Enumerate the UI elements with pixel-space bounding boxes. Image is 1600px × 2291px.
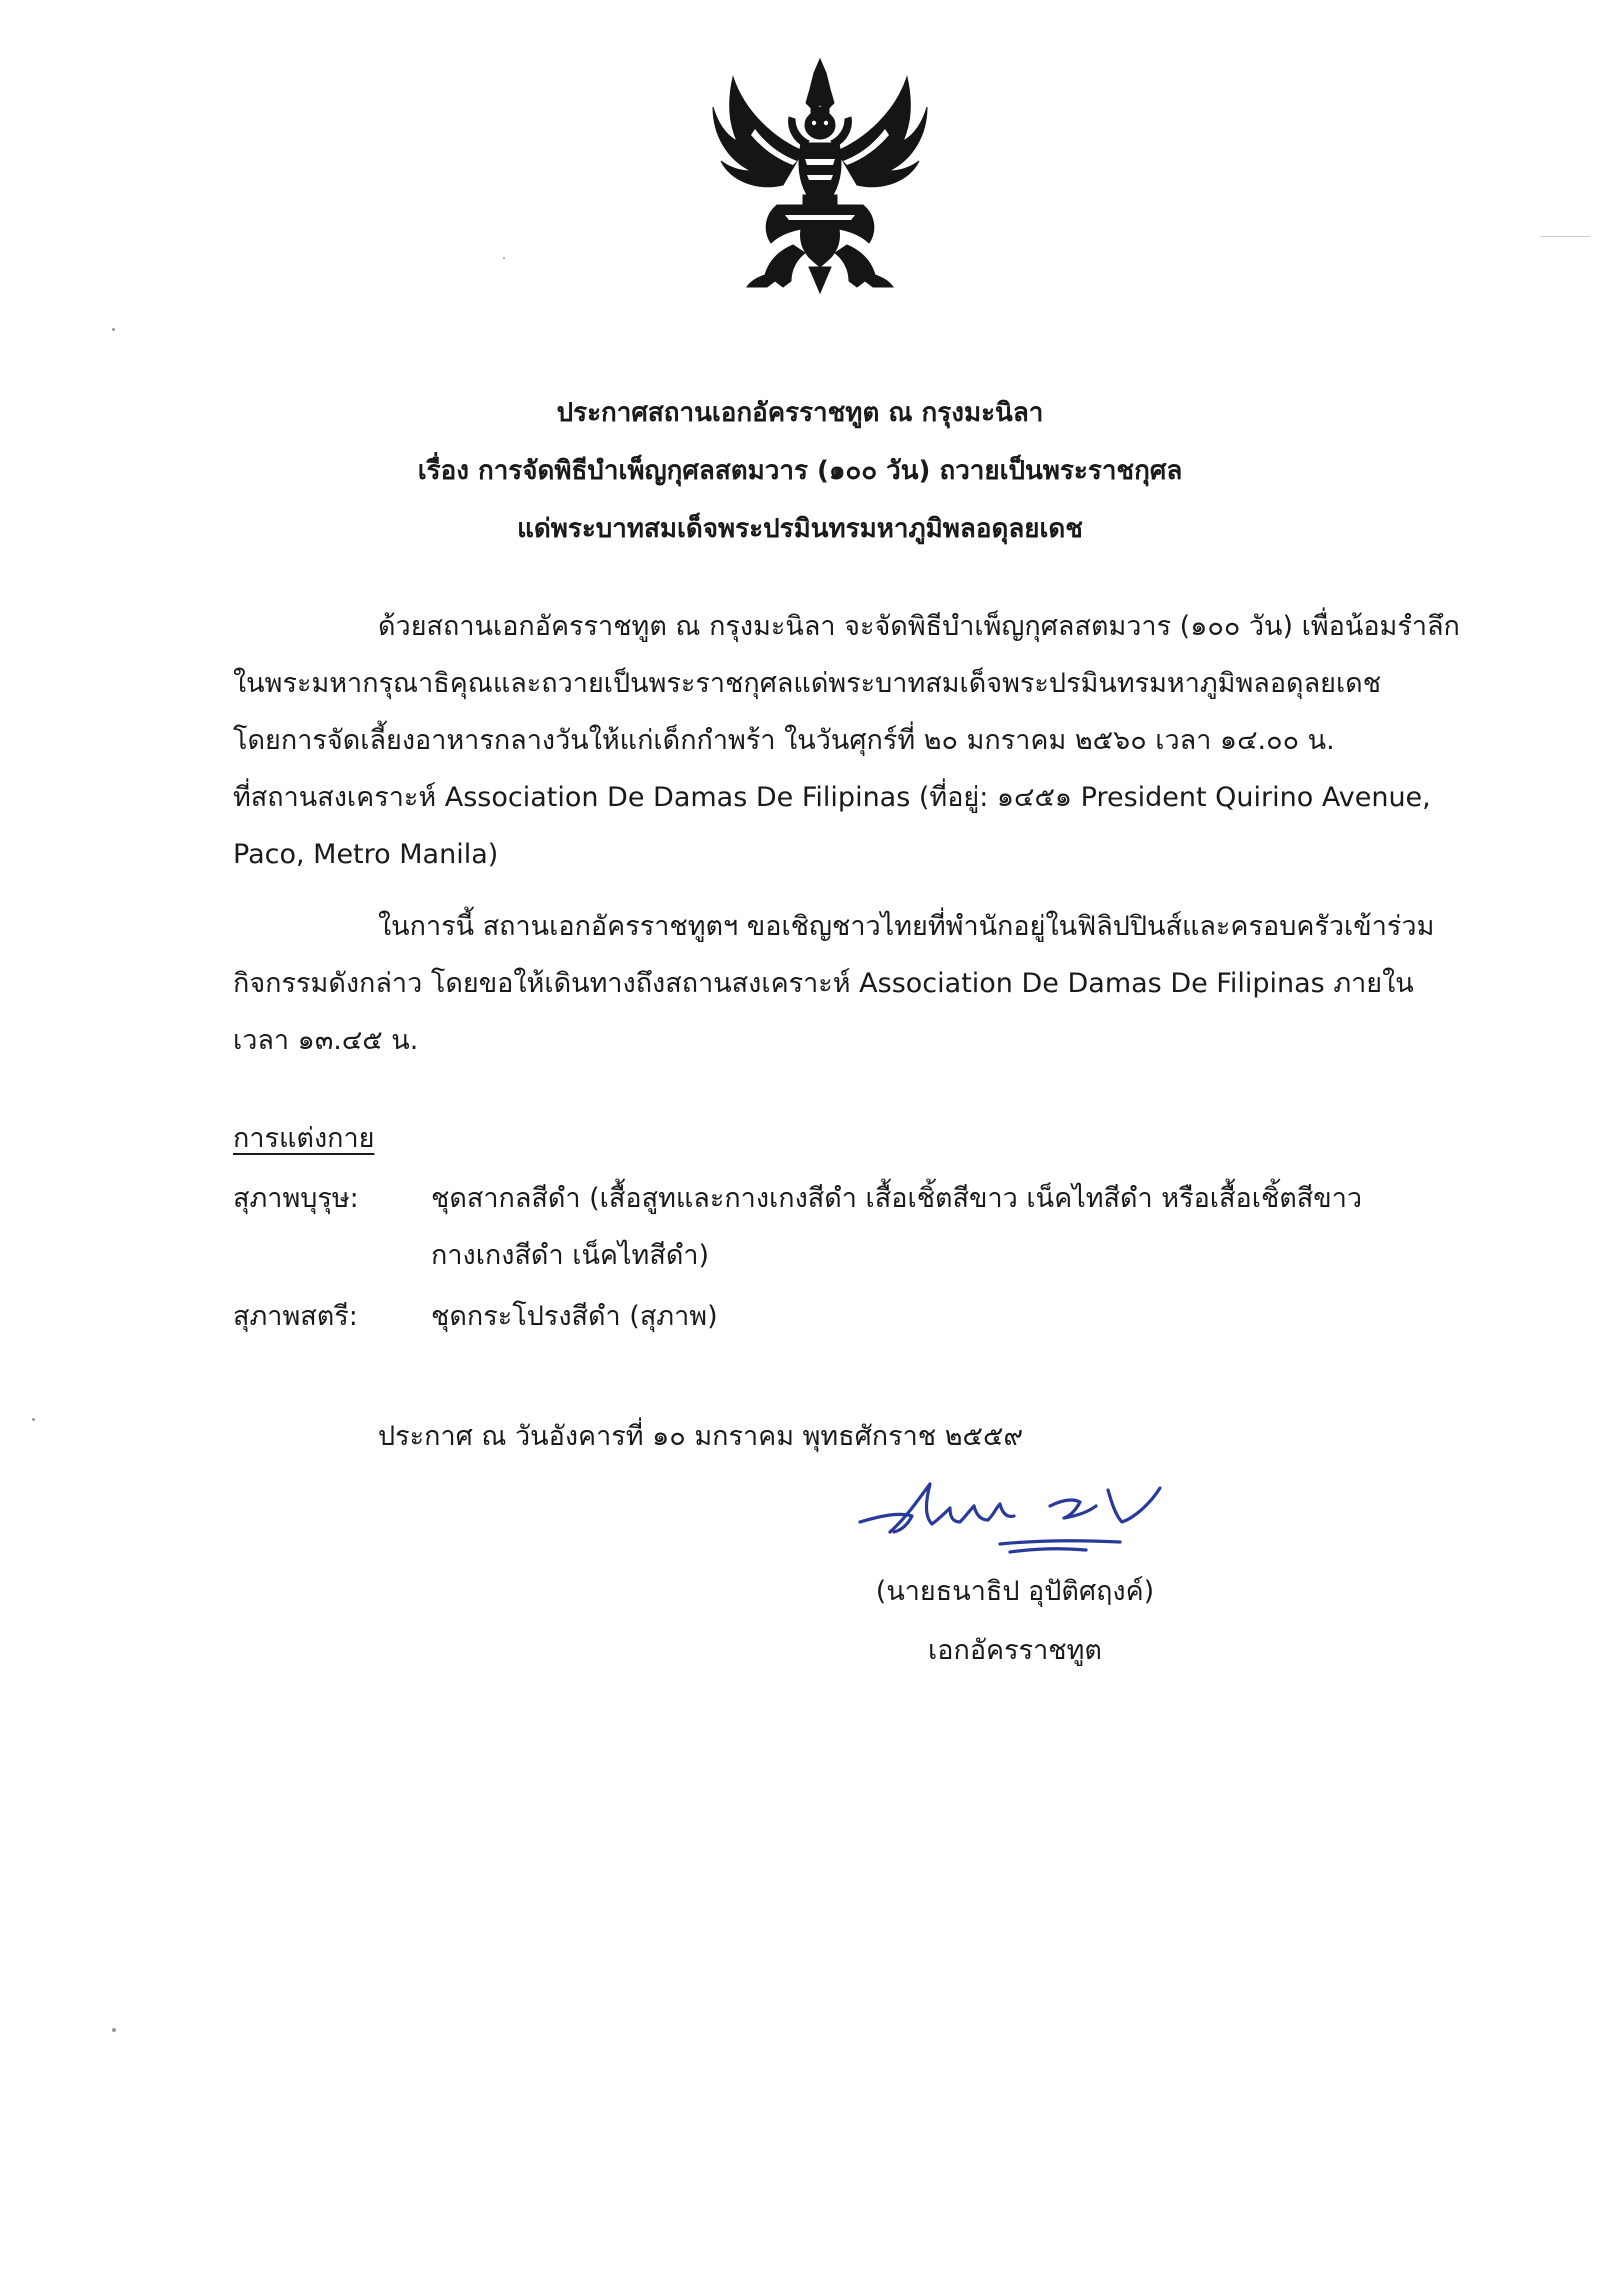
dress-code-men-value: [431, 1170, 1431, 1284]
paragraph-line: ที่สถานสงเคราะห์ Association De Damas De Filipinas (ที่อยู่: ๑๔๕๑ President Quirino Avenue,: [233, 782, 1431, 813]
announcement-title: [200, 384, 1400, 558]
garuda-emblem-icon: [705, 55, 935, 300]
subject-line-continued: แด่พระบาทสมเด็จพระปรมินทรมหาภูมิพลอดุลยเดช: [517, 514, 1083, 544]
scan-speck: [1540, 236, 1590, 237]
subject-line: เรื่อง การจัดพิธีบำเพ็ญกุศลสตมวาร (๑๐๐ วัน) ถวายเป็นพระราชกุศล: [417, 456, 1183, 486]
dress-code-women-row: [233, 1288, 1433, 1345]
paragraph-line: ในพระมหากรุณาธิคุณและถวายเป็นพระราชกุศลแด่พระบาทสมเด็จพระปรมินทรมหาภูมิพลอดุลยเดช: [233, 668, 1382, 699]
handwritten-signature-icon: [850, 1460, 1210, 1575]
paragraph-invitation: [233, 898, 1433, 1069]
paragraph-line: กิจกรรมดังกล่าว โดยขอให้เดินทางถึงสถานสงเคราะห์ Association De Damas De Filipinas ภายใน: [233, 968, 1414, 999]
dress-code-men-row: [233, 1170, 1433, 1284]
paragraph-event-details: [233, 598, 1460, 883]
paragraph-line: โดยการจัดเลี้ยงอาหารกลางวันให้แก่เด็กกำพร้า ในวันศุกร์ที่ ๒๐ มกราคม ๒๕๖๐ เวลา ๑๔.๐๐ น.: [233, 725, 1335, 756]
dress-code-men-label: สุภาพบุรุษ:: [233, 1183, 359, 1214]
dress-code-women-label: สุภาพสตรี:: [233, 1301, 358, 1332]
scan-speck: [112, 328, 115, 331]
announcement-date: ประกาศ ณ วันอังคารที่ ๑๐ มกราคม พุทธศักราช ๒๕๕๙: [378, 1421, 1024, 1452]
scan-speck: [503, 257, 505, 259]
paragraph-line: Paco, Metro Manila): [233, 839, 499, 870]
dress-code-men-line: ชุดสากลสีดำ (เสื้อสูทและกางเกงสีดำ เสื้อเชิ้ตสีขาว เน็คไทสีดำ หรือเสื้อเชิ้ตสีขาว: [431, 1183, 1363, 1214]
paragraph-line: ด้วยสถานเอกอัครราชทูต ณ กรุงมะนิลา จะจัดพิธีบำเพ็ญกุศลสตมวาร (๑๐๐ วัน) เพื่อน้อมรำลึก: [378, 611, 1460, 642]
dress-code-women-value: [431, 1288, 1431, 1345]
scan-speck: [32, 1418, 35, 1421]
paragraph-line: เวลา ๑๓.๔๕ น.: [233, 1025, 419, 1056]
paragraph-line: ในการนี้ สถานเอกอัครราชทูตฯ ขอเชิญชาวไทยที่พำนักอยู่ในฟิลิปปินส์และครอบครัวเข้าร่วม: [378, 911, 1435, 942]
dress-code-women-line: ชุดกระโปรงสีดำ (สุภาพ): [431, 1301, 718, 1332]
signer-position: เอกอัครราชทูต: [928, 1635, 1102, 1666]
scan-speck: [112, 2028, 116, 2032]
title-line: ประกาศสถานเอกอัครราชทูต ณ กรุงมะนิลา: [556, 398, 1044, 428]
signer-name: (นายธนาธิป อุปัติศฤงค์): [875, 1576, 1155, 1607]
dress-code-men-line: กางเกงสีดำ เน็คไทสีดำ): [431, 1240, 710, 1271]
dress-code-heading: การแต่งกาย: [233, 1123, 375, 1154]
